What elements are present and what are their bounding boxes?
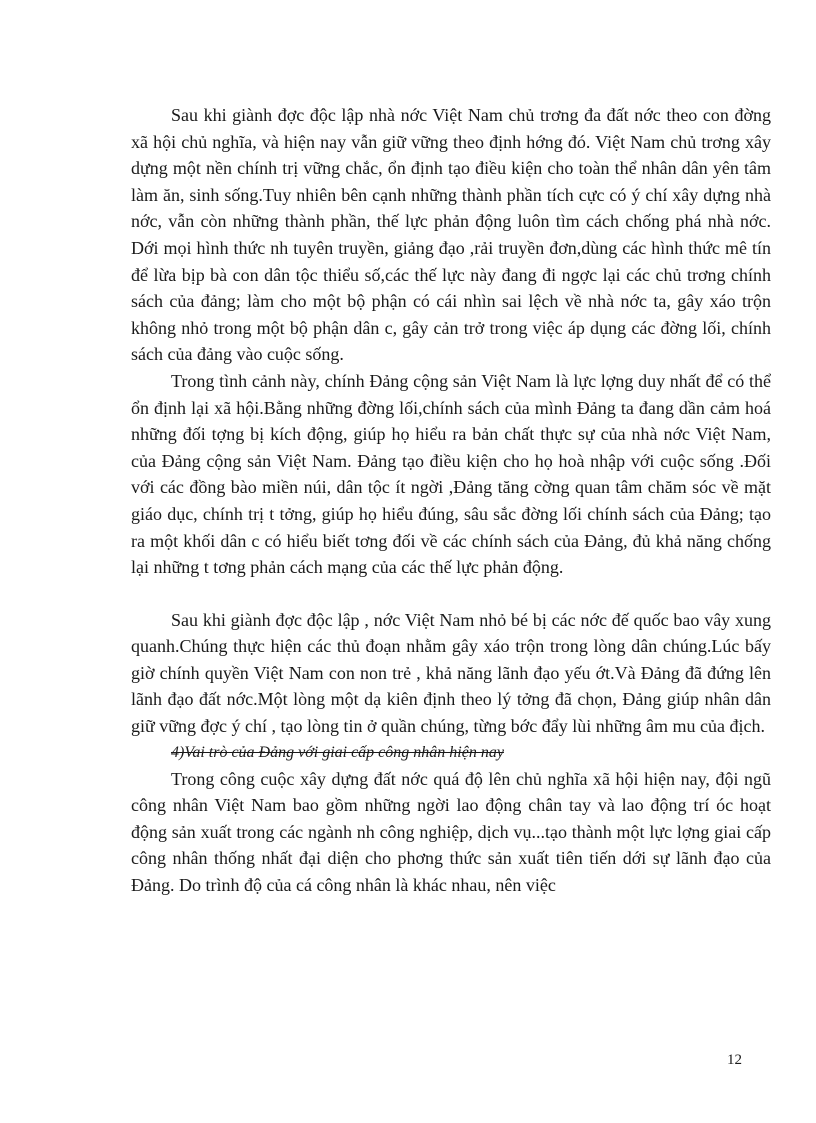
- paragraph-4: Trong công cuộc xây dựng đất nớc quá độ lên chủ nghĩa xã hội hiện nay, đội ngũ công nhân Việt Nam bao gồm những ngời lao động chân tay và lao động trí óc hoạt động sản xuất trong các ngành nh công nghiệp, dịch vụ...tạo thành một lực lợng giai cấp công nhân thống nhất đại diện cho phơng thức sản xuất tiên tiến dới sự lãnh đạo của Đảng. Do trình độ của cá công nhân là khác nhau, nên việc: [131, 768, 771, 896]
- section-heading: 4)Vai trò của Đảng với giai cấp công nhân hiện nay: [171, 743, 504, 761]
- page-number: 12: [727, 1052, 742, 1068]
- paragraph-1: Sau khi giành đợc độc lập nhà nớc Việt Nam chủ trơng đa đất nớc theo con đờng xã hội chủ nghĩa, và hiện nay vẫn giữ vững theo định hớng đó. Việt Nam chủ trơng xây dựng một nền chính trị vững chắc, ổn định tạo điều kiện cho toàn thể nhân dân yên tâm làm ăn, sinh sống.Tuy nhiên bên cạnh những thành phần tích cực có ý chí xây dựng nhà nớc, vẫn còn những thành phần, thế lực phản động luôn tìm cách chống phá nhà nớc. Dới mọi hình thức nh tuyên truyền, giảng đạo ,rải truyền đơn,dùng các hình thức mê tín để lừa bịp bà con dân tộc thiểu số,các thế lực này đang đi ngợc lại các chủ trơng chính sách của đảng; làm cho một bộ phận có cái nhìn sai lệch về nhà nớc ta, gây xáo trộn không nhỏ trong một bộ phận dân c, gây cản trở trong việc áp dụng các đờng lối, chính sách của đảng vào cuộc sống.: [131, 105, 771, 365]
- paragraph-2: Trong tình cảnh này, chính Đảng cộng sản Việt Nam là lực lợng duy nhất để có thể ổn định lại xã hội.Bằng những đờng lối,chính sách của mình Đảng ta đang dần cảm hoá những đối tợng bị kích động, giúp họ hiểu ra bản chất thực sự của nhà nớc Việt Nam, của Đảng cộng sản Việt Nam. Đảng tạo điều kiện cho họ hoà nhập với cuộc sống .Đối với các đồng bào miền núi, dân tộc ít ngời ,Đảng tăng cờng quan tâm chăm sóc về mặt giáo dục, chính trị t tởng, giúp họ hiểu đúng, sâu sắc đờng lối chính sách của Đảng; tạo ra một khối dân c có hiểu biết tơng đối về các chính sách của Đảng, đủ khả năng chống lại những t tơng phản cách mạng của các thế lực phản động.: [131, 370, 771, 578]
- paragraph-3: Sau khi giành đợc độc lập , nớc Việt Nam nhỏ bé bị các nớc đế quốc bao vây xung quanh.Chúng thực hiện các thủ đoạn nhằm gây xáo trộn trong lòng dân chúng.Lúc bấy giờ chính quyền Việt Nam con non trẻ , khả năng lãnh đạo yếu ớt.Và Đảng đã đứng lên lãnh đạo đất nớc.Một lòng một dạ kiên định theo lý tởng đã chọn, Đảng giúp nhân dân giữ vững đợc ý chí , tạo lòng tin ở quần chúng, từng bớc đẩy lùi những âm mu của địch.: [131, 609, 771, 737]
- body-text: [131, 102, 771, 899]
- paragraph-gap: [131, 581, 771, 607]
